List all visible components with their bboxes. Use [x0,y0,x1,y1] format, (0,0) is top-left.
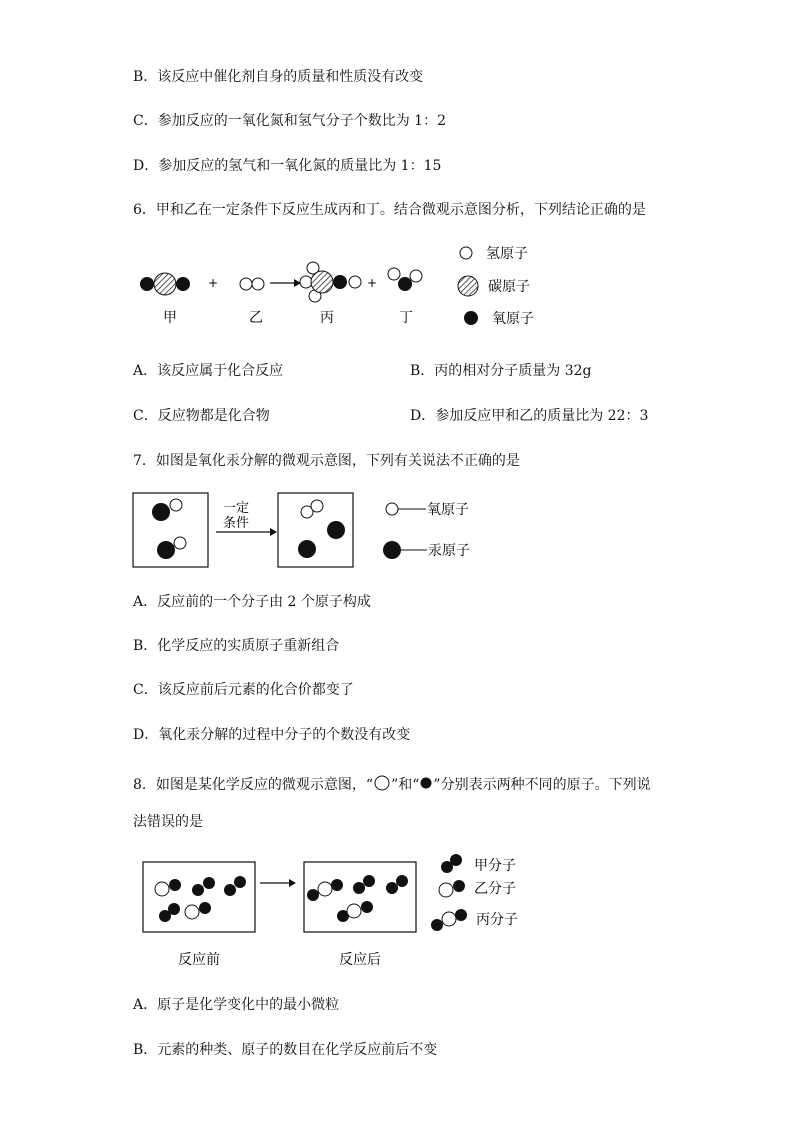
molecule-ding [388,268,422,291]
svg-text:碳原子: 碳原子 [488,279,530,295]
q7-stem: 7．如图是氧化汞分解的微观示意图，下列有关说法不正确的是 [133,453,520,469]
label-ding: 丁 [399,310,413,326]
svg-text:乙分子: 乙分子 [474,881,516,897]
hollow-circle-icon [373,775,391,791]
q7-decomposition-diagram [130,490,490,572]
legend-mercury [383,541,470,559]
legend-jia-molecule [441,854,516,874]
label-before: 反应前 [178,952,220,968]
legend-bing-molecule [431,909,518,931]
q8-stem-line1: 8．如图是某化学反应的微观示意图，“ ”和“ ”分别表示两种不同的原子。下列说 [133,777,651,793]
svg-text:氧原子: 氧原子 [427,502,469,518]
molecule-yi [240,278,264,290]
before-box [143,862,255,932]
reaction-arrow [270,279,301,287]
legend-yi-molecule [439,880,516,897]
q6-option-d: D．参加反应甲和乙的质量比为 22：3 [410,408,649,424]
label-yi: 乙 [249,310,263,326]
hg-atom-1 [327,521,345,539]
legend-carbon [458,276,530,296]
filled-circle-icon [419,776,433,790]
label-bing: 丙 [320,310,334,326]
after-box [304,862,416,932]
q8-stem-line2: 法错误的是 [133,814,203,830]
q5-option-b: B．该反应中催化剂自身的质量和性质没有改变 [133,69,424,85]
q8-reaction-diagram [140,850,540,972]
svg-text:氧原子: 氧原子 [492,311,534,327]
q5-option-d: D．参加反应的氢气和一氧化氮的质量比为 1：15 [133,158,442,174]
q7-option-b: B．化学反应的实质原子重新组合 [133,638,340,654]
condition-top: 一定 [222,501,250,516]
legend-hydrogen [460,246,528,262]
plus-sign-1: + [207,276,219,290]
molecule-jia [140,273,190,295]
q8-option-a: A．原子是化学变化中的最小微粒 [133,997,340,1013]
svg-text:氢原子: 氢原子 [486,246,528,262]
label-jia: 甲 [163,310,177,326]
q7-option-c: C．该反应前后元素的化合价都变了 [133,682,354,698]
label-after: 反应后 [339,952,381,968]
svg-text:丙分子: 丙分子 [476,912,518,928]
svg-text:甲分子: 甲分子 [474,858,516,874]
plus-sign-2: + [366,276,378,290]
condition-bottom: 条件 [222,516,250,531]
legend-oxygen [386,502,469,518]
q8-option-b: B．元素的种类、原子的数目在化学反应前后不变 [133,1042,438,1058]
q7-option-a: A．反应前的一个分子由 2 个原子构成 [133,594,371,610]
legend-oxygen [464,311,534,327]
q7-option-d: D．氧化汞分解的过程中分子的个数没有改变 [133,727,411,743]
q6-option-b: B．丙的相对分子质量为 32g [410,363,592,379]
q5-option-c: C．参加反应的一氧化氮和氢气分子个数比为 1：2 [133,113,446,129]
hg-atom-2 [298,540,316,558]
molecule-bing [300,262,361,302]
q6-option-a: A．该反应属于化合反应 [133,363,284,379]
reaction-arrow [260,879,296,887]
q6-reaction-diagram [130,238,550,338]
q6-stem: 6．甲和乙在一定条件下反应生成丙和丁。结合微观示意图分析，下列结论正确的是 [133,202,646,218]
q6-option-c: C．反应物都是化合物 [133,408,270,424]
svg-text:汞原子: 汞原子 [428,543,470,559]
